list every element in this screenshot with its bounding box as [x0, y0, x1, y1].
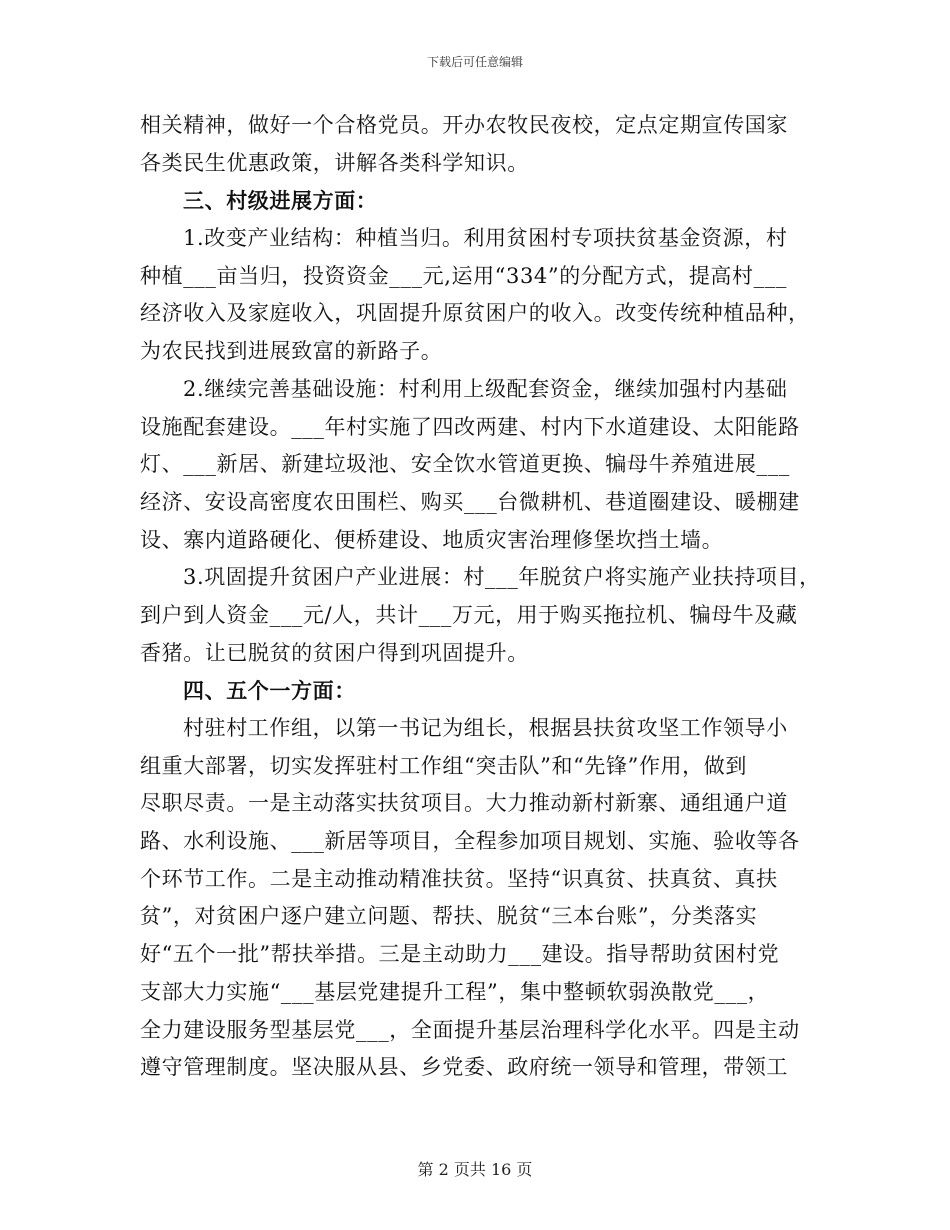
- page-header: 下载后可任意编辑: [426, 55, 523, 69]
- body-line: 种植___亩当归，投资资金___元,运用“334”的分配方式，提高村___: [140, 263, 787, 288]
- body-line: 相关精神，做好一个合格党员。开办农牧民夜校，定点定期宣传国家: [140, 113, 788, 137]
- body-line: 为农民找到进展致富的新路子。: [140, 339, 443, 364]
- body-line: 路、水利设施、___新居等项目，全程参加项目规划、实施、验收等各: [140, 829, 800, 854]
- body-line: 遵守管理制度。坚决服从县、乡党委、政府统一领导和管理，带领工: [140, 1055, 788, 1080]
- page-footer: 第 2 页共 16 页: [417, 1160, 533, 1179]
- body-line: 尽职尽责。一是主动落实扶贫项目。大力推动新村新寨、通组通户道: [140, 791, 788, 816]
- body-line: 个环节工作。二是主动推动精准扶贫。坚持“识真贫、扶真贫、真扶: [140, 866, 778, 891]
- body-line: 组重大部署，切实发挥驻村工作组“突击队”和“先锋”作用，做到: [140, 753, 747, 778]
- body-line: 香猪。让已脱贫的贫困户得到巩固提升。: [140, 640, 529, 665]
- body-line: 全力建设服务型基层党___，全面提升基层治理科学化水平。四是主动: [140, 1017, 800, 1042]
- body-line: 设、寨内道路硬化、便桥建设、地质灾害治理修堡坎挡土墙。: [140, 527, 724, 552]
- body-line: 好“五个一批”帮扶举措。三是主动助力___建设。指导帮助贫困村党: [140, 942, 780, 967]
- body-line: 2.继续完善基础设施：村利用上级配套资金，继续加强村内基础: [183, 376, 788, 401]
- body-line: 各类民生优惠政策，讲解各类科学知识。: [140, 150, 529, 175]
- body-line: 3.巩固提升贫困户产业进展：村___年脱贫户将实施产业扶持项目，: [183, 565, 821, 590]
- body-line: 村驻村工作组，以第一书记为组长，根据县扶贫攻坚工作领导小: [183, 716, 788, 740]
- body-line: 灯、___新居、新建垃圾池、安全饮水管道更换、犏母牛养殖进展___: [140, 452, 790, 477]
- body-line: 设施配套建设。___年村实施了四改两建、村内下水道建设、太阳能路: [140, 414, 800, 439]
- body-line: 经济收入及家庭收入，巩固提升原贫困户的收入。改变传统种植品种，: [140, 301, 810, 326]
- document-body: [140, 107, 821, 1087]
- section-heading: 四、五个一方面：: [183, 678, 356, 704]
- body-line: 支部大力实施“___基层党建提升工程”，集中整顿软弱涣散党___，: [140, 979, 770, 1004]
- body-line: 1.改变产业结构：种植当归。利用贫困村专项扶贫基金资源，村: [183, 226, 788, 251]
- section-heading: 三、村级进展方面：: [183, 188, 378, 214]
- body-line: 经济、安设高密度农田围栏、购买___台微耕机、巷道圈建设、暖棚建: [140, 489, 800, 514]
- body-line: 贫”，对贫困户逐户建立问题、帮扶、脱贫“三本台账”，分类落实: [140, 904, 758, 929]
- body-line: 到户到人资金___元/人，共计___万元，用于购买拖拉机、犏母牛及藏: [140, 602, 798, 627]
